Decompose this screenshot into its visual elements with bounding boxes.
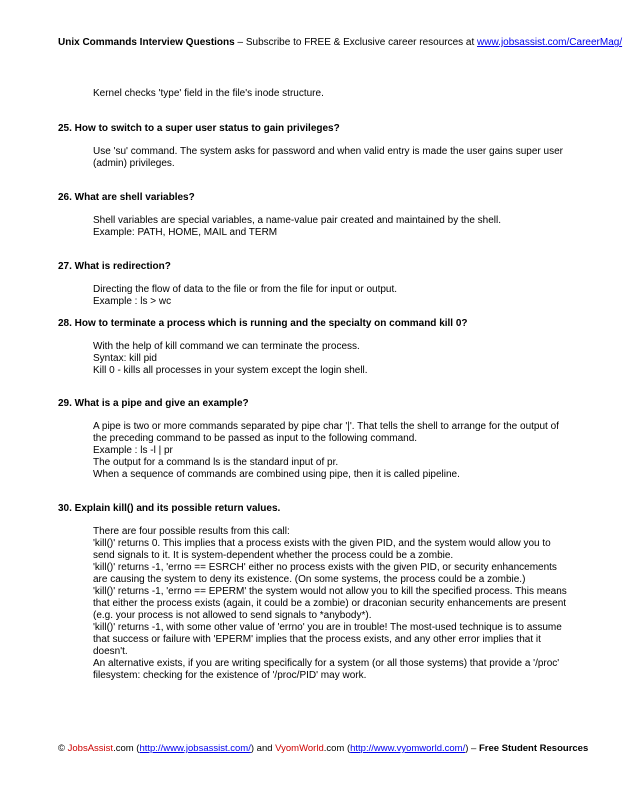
answer-line: Use 'su' command. The system asks for password and when valid entry is made the user gains super user <box>93 146 563 157</box>
answer-line: Example : ls > wc <box>93 296 172 307</box>
answer-line: With the help of kill command we can terminate the process. <box>93 341 360 352</box>
question-28: 28. How to terminate a process which is running and the specialty on command kill 0? <box>58 318 468 329</box>
answer-25 <box>93 146 598 170</box>
answer-line: (admin) privileges. <box>93 158 175 169</box>
answer-line: the preceding command to be passed as input to the following command. <box>93 433 418 444</box>
answer-line: Example: PATH, HOME, MAIL and TERM <box>93 227 278 238</box>
answer-line: 'kill()' returns 0. This implies that a process exists with the given PID, and the system would allow you to <box>93 538 551 549</box>
intro-text: Kernel checks 'type' field in the file's inode structure. <box>93 88 324 99</box>
footer-text: ) – <box>465 743 479 754</box>
header-link[interactable]: www.jobsassist.com/CareerMag/ <box>477 37 623 48</box>
footer-text: ) and <box>250 743 276 754</box>
footer-tagline: Free Student Resources <box>478 743 589 754</box>
answer-line: The output for a command ls is the standard input of pr. <box>93 457 339 468</box>
answer-line: Kill 0 - kills all processes in your system except the login shell. <box>93 365 368 376</box>
answer-line: 'kill()' returns -1, 'errno == EPERM' the system would not allow you to kill the specified process. This means <box>93 586 567 597</box>
answer-line: are causing the system to deny its existence. (On some systems, the process could be a zombie.) <box>93 574 526 585</box>
answer-line: When a sequence of commands are combined using pipe, then it is called pipeline. <box>93 469 460 480</box>
footer-text: .com ( <box>323 743 351 754</box>
footer-link-vyomworld[interactable]: http://www.vyomworld.com/ <box>350 743 466 754</box>
page-footer <box>58 742 598 755</box>
brand-jobs: Jobs <box>67 743 88 754</box>
copyright-symbol: © <box>58 743 68 754</box>
answer-line: Shell variables are special variables, a name-value pair created and maintained by the shell. <box>93 215 502 226</box>
answer-line: There are four possible results from this call: <box>93 526 290 537</box>
answer-line: 'kill()' returns -1, with some other value of 'errno' you are in trouble! The most-used technique is to assume <box>93 622 562 633</box>
question-27: 27. What is redirection? <box>58 261 171 272</box>
footer-link-jobsassist[interactable]: http://www.jobsassist.com/ <box>139 743 251 754</box>
question-26: 26. What are shell variables? <box>58 192 195 203</box>
answer-line: doesn't. <box>93 646 128 657</box>
answer-26 <box>93 215 598 239</box>
answer-27 <box>93 284 598 308</box>
header-text: – Subscribe to FREE & Exclusive career resources at <box>234 37 478 48</box>
answer-line: A pipe is two or more commands separated by pipe char '|'. That tells the shell to arrange for the output of <box>93 421 559 432</box>
answer-29 <box>93 421 598 481</box>
answer-28 <box>93 341 598 377</box>
answer-line: An alternative exists, if you are writing specifically for a system (or all those systems) that provide a '/proc' <box>93 658 560 669</box>
answer-line: that either the process exists (again, it could be a zombie) or draconian security enhancements are present <box>93 598 567 609</box>
answer-line: send signals to it. It is system-dependent whether the process could be a zombie. <box>93 550 454 561</box>
answer-line: 'kill()' returns -1, 'errno == ESRCH' either no process exists with the given PID, or security enhancements <box>93 562 557 573</box>
answer-line: that success or failure with 'EPERM' implies that the process exists, and any other error implies that it <box>93 634 541 645</box>
question-30: 30. Explain kill() and its possible return values. <box>58 503 281 514</box>
brand-assist: Assist <box>87 743 114 754</box>
page-header <box>58 36 623 49</box>
answer-line: Syntax: kill pid <box>93 353 157 364</box>
question-25: 25. How to switch to a super user status to gain privileges? <box>58 123 340 134</box>
brand-vyom: Vyom <box>275 743 300 754</box>
answer-line: Example : ls -l | pr <box>93 445 173 456</box>
document-body <box>58 88 598 682</box>
answer-line: Directing the flow of data to the file or from the file for input or output. <box>93 284 398 295</box>
answer-line: filesystem: checking for the existence of '/proc/PID' may work. <box>93 670 367 681</box>
footer-text: .com ( <box>113 743 140 754</box>
question-29: 29. What is a pipe and give an example? <box>58 398 249 409</box>
answer-line: (e.g. your process is not allowed to send signals to *anybody*). <box>93 610 372 621</box>
answer-30 <box>93 526 598 682</box>
brand-world: World <box>299 743 324 754</box>
header-title: Unix Commands Interview Questions <box>58 37 235 48</box>
